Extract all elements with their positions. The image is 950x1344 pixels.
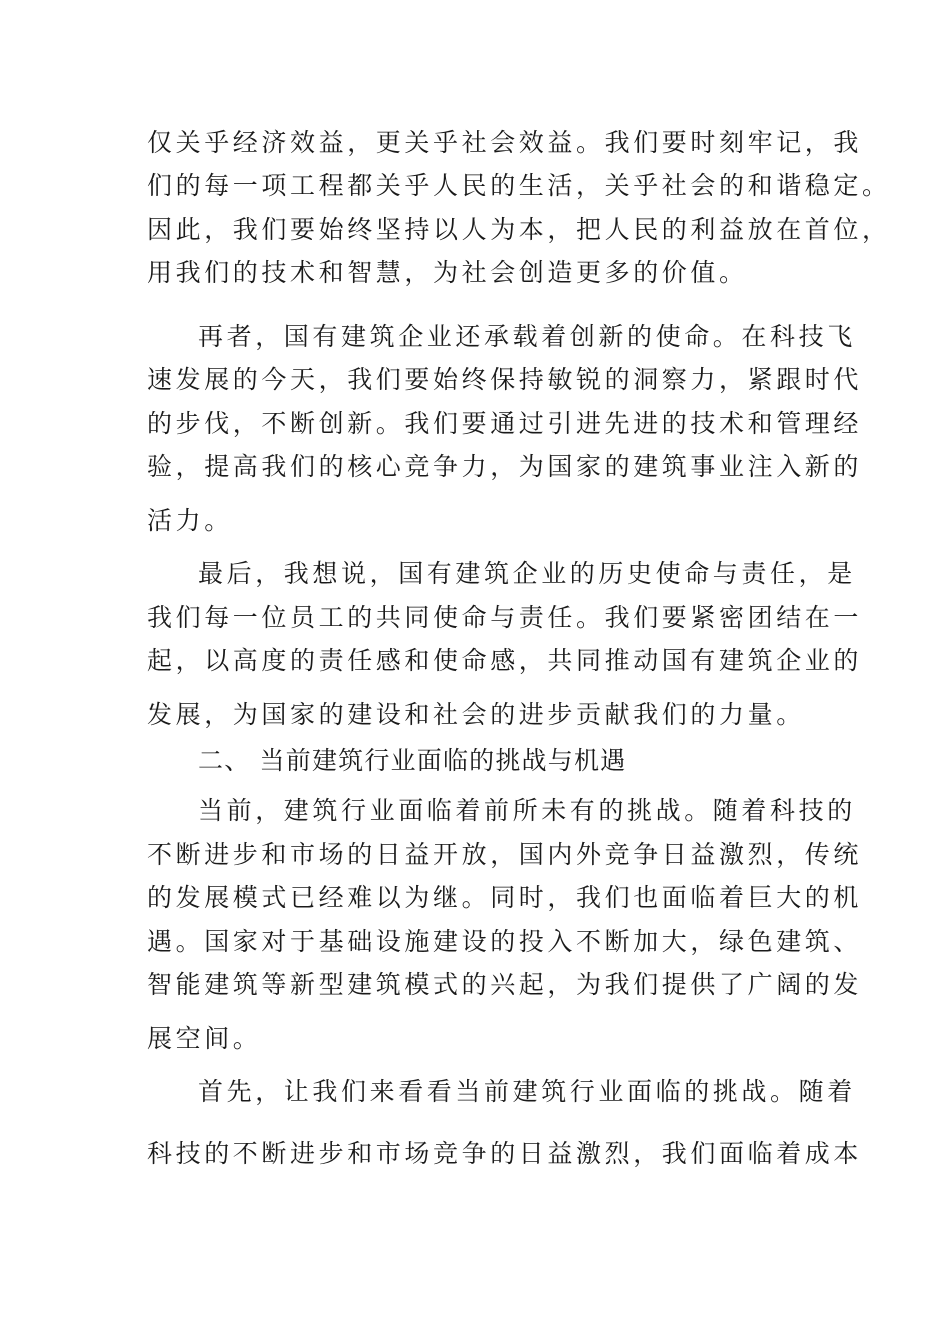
paragraph-line: 验，提高我们的核心竞争力，为国家的建筑事业注入新的 [147, 452, 863, 481]
paragraph-line: 们的每一项工程都关乎人民的生活，关乎社会的和谐稳定。 [147, 171, 891, 200]
section-heading: 二、 当前建筑行业面临的挑战与机遇 [198, 746, 627, 775]
paragraph-line: 速发展的今天，我们要始终保持敏锐的洞察力，紧跟时代 [147, 365, 863, 394]
paragraph-line: 发展，为国家的建设和社会的进步贡献我们的力量。 [147, 700, 805, 729]
paragraph-line: 仅关乎经济效益，更关乎社会效益。我们要时刻牢记，我 [147, 128, 863, 157]
paragraph-line: 再者，国有建筑企业还承载着创新的使命。在科技飞 [198, 322, 856, 351]
paragraph-line: 当前，建筑行业面临着前所未有的挑战。随着科技的 [198, 796, 856, 825]
paragraph-line: 智能建筑等新型建筑模式的兴起，为我们提供了广阔的发 [147, 970, 863, 999]
paragraph-line: 我们每一位员工的共同使命与责任。我们要紧密团结在一 [147, 603, 863, 632]
paragraph-line: 不断进步和市场的日益开放，国内外竞争日益激烈，传统 [147, 840, 863, 869]
paragraph-line: 的发展模式已经难以为继。同时，我们也面临着巨大的机 [147, 883, 863, 912]
paragraph-line: 用我们的技术和智慧，为社会创造更多的价值。 [147, 258, 748, 287]
paragraph-line: 遇。国家对于基础设施建设的投入不断加大，绿色建筑、 [147, 927, 863, 956]
paragraph-line: 因此，我们要始终坚持以人为本，把人民的利益放在首位， [147, 215, 891, 244]
paragraph-line: 的步伐，不断创新。我们要通过引进先进的技术和管理经 [147, 409, 863, 438]
paragraph-line: 最后，我想说，国有建筑企业的历史使命与责任，是 [198, 559, 856, 588]
paragraph-line: 起，以高度的责任感和使命感，共同推动国有建筑企业的 [147, 646, 863, 675]
paragraph-line: 活力。 [147, 506, 233, 535]
paragraph-line: 科技的不断进步和市场竞争的日益激烈，我们面临着成本 [147, 1139, 863, 1168]
paragraph-line: 展空间。 [147, 1024, 262, 1053]
paragraph-line: 首先，让我们来看看当前建筑行业面临的挑战。随着 [198, 1077, 856, 1106]
